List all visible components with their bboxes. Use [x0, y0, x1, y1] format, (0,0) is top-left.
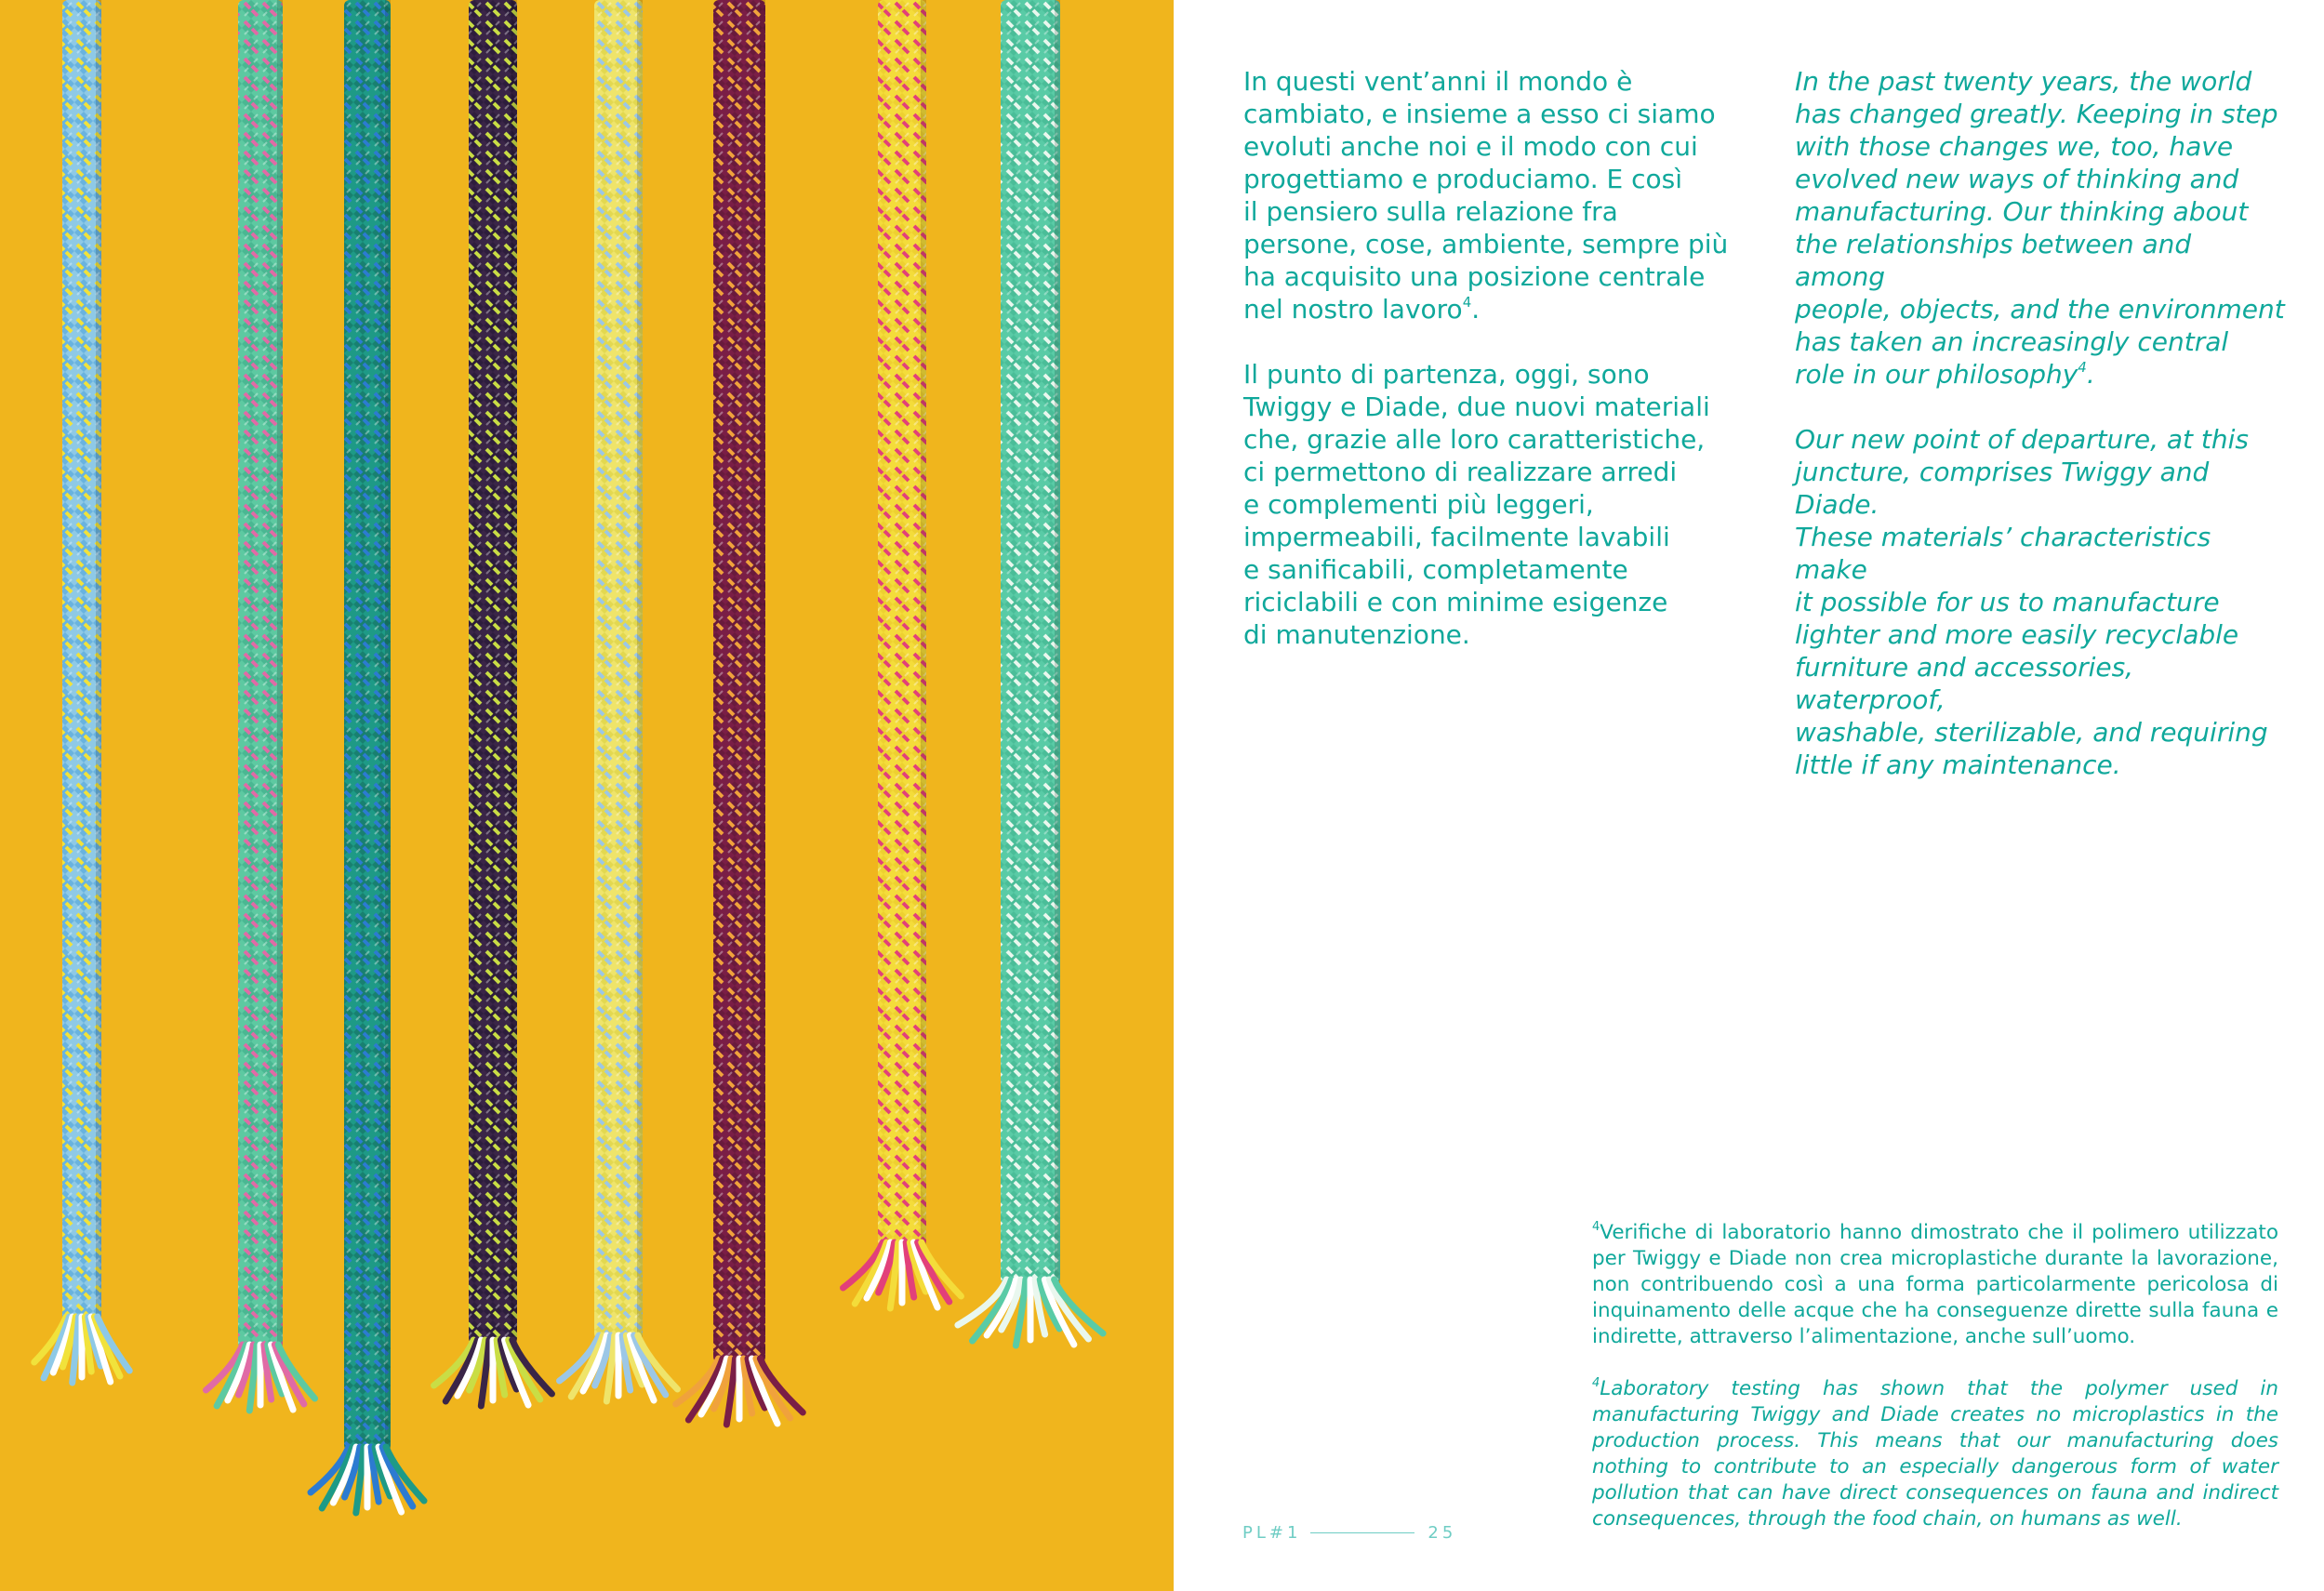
footer-rule	[1310, 1532, 1414, 1533]
cord-light-blue-shadow	[96, 0, 101, 1320]
cord-yellow-pink	[878, 0, 926, 1246]
english-paragraph-1	[1795, 65, 2288, 391]
italian-paragraph-1	[1243, 65, 1746, 325]
publication-name: PL#1	[1242, 1522, 1302, 1543]
italian-paragraph-1-end: .	[1471, 294, 1481, 325]
cord-purple	[469, 0, 517, 1344]
italian-paragraph-1-text: In questi vent’anni il mondo è cambiato, e insieme a esso ci siamo evoluti anche noi e il modo con cui progettiamo e produciamo. E così il pensiero sulla relazione fra persone, cose, ambiente, sempre più ha acquisito una posizione centrale nel nostro lavoro	[1243, 66, 1729, 325]
english-paragraph-1-end: .	[2086, 359, 2095, 390]
footnote-english	[1592, 1376, 2278, 1532]
italian-column	[1243, 65, 1746, 683]
english-paragraph-1-text: In the past twenty years, the world has changed greatly. Keeping in step with those changes we, too, have evolved new ways of thinking and manufacturing. Our thinking about the relationships between and among people, objects, and the environment has taken an increasingly central role in our philosophy	[1795, 66, 2285, 390]
italian-paragraph-2: Il punto di partenza, oggi, sono Twiggy e Diade, due nuovi materiali che, grazie alle loro caratteristiche, ci permettono di realizzare arredi e complementi più leggeri, impermeabili, facilmente lavabili e sanificabili, completamente riciclabili e con minime esigenze di manutenzione.	[1243, 359, 1710, 650]
cord-maroon-shadow	[760, 0, 765, 1362]
page-footer	[1242, 1521, 1456, 1544]
cord-teal	[344, 0, 391, 1451]
cord-teal-shadow	[385, 0, 391, 1451]
footnote-italian	[1592, 1220, 2278, 1350]
cord-light-blue	[62, 0, 101, 1320]
footnote-italian-marker: 4	[1592, 1220, 1600, 1234]
cord-yellow	[594, 0, 643, 1339]
footnote-english-text: Laboratory testing has shown that the polymer used in manufacturing Twiggy and Diade creates no microplastics in the production process. This means that our manufacturing does nothing to contribute to an especially dangerous form of water pollution that can have direct consequences on fauna and indirect consequences, through the food chain, on humans as well.	[1592, 1377, 2278, 1531]
cord-mint	[1001, 0, 1060, 1283]
footnote-italian-text: Verifiche di laboratorio hanno dimostrato che il polimero utilizzato per Twiggy e Diade non crea microplastiche durante la lavorazione, non contribuendo così a una forma particolarmente pericolosa di inquinamento delle acque che ha conseguenze dirette sulla fauna e indirette, attraverso l’alimentazione, anche sull’uomo.	[1592, 1221, 2278, 1348]
footnote-ref-it: 4	[1462, 294, 1472, 311]
cord-yellow-shadow	[637, 0, 643, 1339]
cord-yellow-pink-shadow	[921, 0, 926, 1246]
page-number: 25	[1428, 1522, 1457, 1543]
english-column	[1795, 65, 2288, 814]
footnote-ref-en: 4	[2078, 359, 2087, 376]
cord-mint-shadow	[1055, 0, 1060, 1283]
footnotes	[1592, 1220, 2278, 1558]
cord-green-pink-shadow	[277, 0, 283, 1348]
cord-green-pink	[238, 0, 283, 1348]
footnote-english-marker: 4	[1592, 1376, 1600, 1390]
english-paragraph-2: Our new point of departure, at this juncture, comprises Twiggy and Diade. These materials’ characteristics make it possible for us to manufacture lighter and more easily recyclable furniture and accessories, waterproof, washable, sterilizable, and requiring little if any maintenance.	[1795, 424, 2268, 780]
cord-maroon	[713, 0, 765, 1362]
cord-purple-shadow	[511, 0, 517, 1344]
